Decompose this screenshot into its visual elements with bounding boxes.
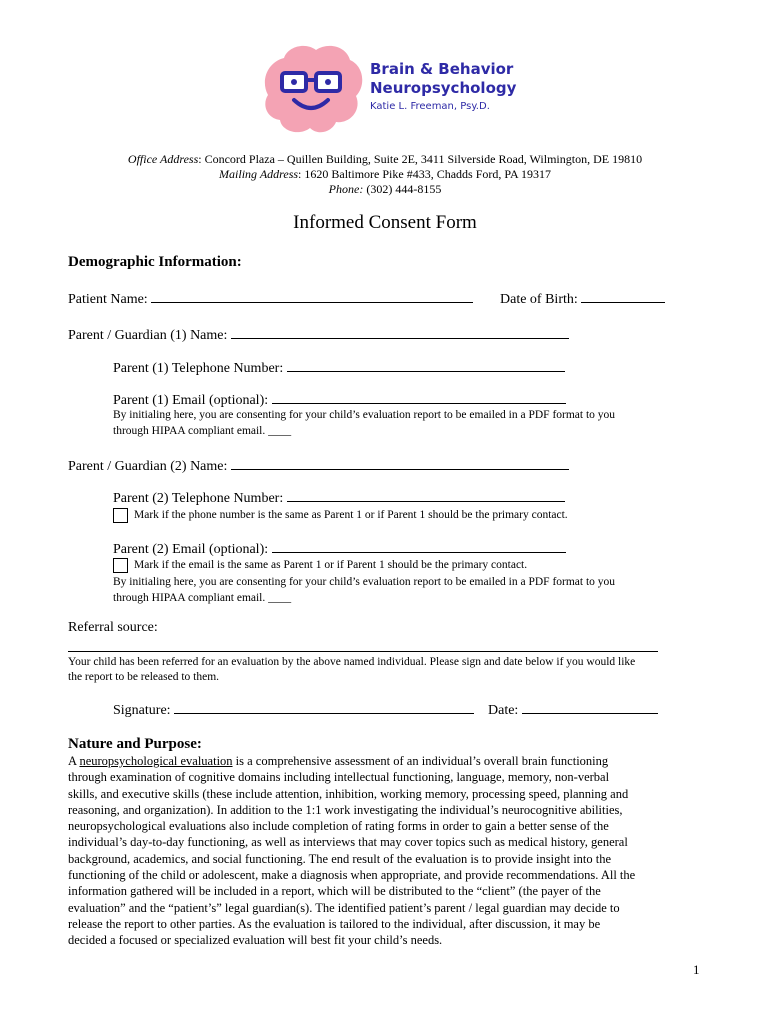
referral-note-line2: the report to be released to them. (68, 671, 220, 683)
nature-line-8: information gathered will be included in a report, which will be distributed to the “client” (the payer of the (68, 884, 601, 899)
logo-line2: Neuropsychology (370, 79, 517, 97)
nature-line-9: evaluation” and the “patient’s” legal guardian(s). The identified patient’s parent / legal guardian may decide to (68, 900, 620, 915)
guardian1-phone-label: Parent (1) Telephone Number: (113, 361, 284, 376)
page-number: 1 (693, 962, 700, 977)
guardian2-phone-row (113, 489, 565, 507)
guardian1-name-label: Parent / Guardian (1) Name: (68, 328, 228, 343)
guardian1-email-label: Parent (1) Email (optional): (113, 393, 269, 408)
nature-line-0: is a comprehensive assessment of an individual’s overall brain functioning (232, 754, 609, 768)
date-field[interactable] (522, 701, 658, 714)
email-same-checkbox[interactable] (113, 558, 128, 573)
guardian1-phone-field[interactable] (287, 359, 565, 372)
consent2-line1: By initialing here, you are consenting for your child’s evaluation report to be emailed in a PDF format to you (113, 576, 616, 588)
nature-line-1: through examination of cognitive domains including intellectual functioning, language, memory, non-verbal (68, 770, 610, 785)
email-same-label: Mark if the email is the same as Parent 1 or if Parent 1 should be the primary contact. (134, 559, 528, 572)
referral-source-field[interactable] (68, 651, 658, 652)
guardian2-name-label: Parent / Guardian (2) Name: (68, 459, 228, 474)
dob-label: Date of Birth: (500, 292, 578, 307)
nature-paragraph (68, 753, 708, 949)
dob-field[interactable] (581, 290, 665, 303)
email-same-row (113, 558, 527, 573)
nature-line-3: reasoning, and organization). In addition to the 1:1 work investigating the individual’s neurocognitive abilities, (68, 802, 623, 817)
nature-line-11: decided a focused or specialized evaluation will best fit your child’s needs. (68, 933, 443, 948)
signature-label: Signature: (113, 703, 171, 718)
consent2-line2: through HIPAA compliant email. ____ (113, 592, 292, 604)
phone-same-row (113, 508, 568, 523)
logo-line3: Katie L. Freeman, Psy.D. (370, 101, 490, 112)
form-title: Informed Consent Form (293, 212, 477, 233)
signature-row (113, 701, 474, 719)
guardian2-name-row (68, 457, 569, 475)
guardian1-name-field[interactable] (231, 326, 569, 339)
brain-logo-icon (258, 40, 368, 140)
demographic-heading: Demographic Information: (68, 254, 242, 270)
referral-note-line1: Your child has been referred for an evaluation by the above named individual. Please sign and date below if you would like (68, 656, 636, 668)
office-address-label: Office Address (127, 152, 199, 166)
office-address-value: : Concord Plaza – Quillen Building, Suite 2E, 3411 Silverside Road, Wilmington, DE 19810 (198, 152, 643, 166)
phone-same-checkbox[interactable] (113, 508, 128, 523)
guardian1-email-field[interactable] (272, 391, 566, 404)
phone-label: Phone: (328, 182, 364, 196)
guardian2-phone-label: Parent (2) Telephone Number: (113, 491, 284, 506)
mailing-address (0, 166, 770, 182)
nature-heading: Nature and Purpose: (68, 736, 202, 752)
guardian2-email-field[interactable] (272, 540, 566, 553)
consent1-line1: By initialing here, you are consenting for your child’s evaluation report to be emailed in a PDF format to you (113, 409, 616, 421)
phone-same-label: Mark if the phone number is the same as Parent 1 or if Parent 1 should be the primary contact. (134, 509, 568, 522)
office-address (0, 151, 770, 167)
guardian2-email-row (113, 540, 566, 558)
guardian1-name-row (68, 326, 569, 344)
phone-value: (302) 444-8155 (363, 182, 442, 196)
date-label: Date: (488, 703, 519, 718)
logo (258, 40, 518, 140)
guardian1-email-row (113, 391, 566, 409)
nature-line-2: skills, and executive skills (these include attention, inhibition, working memory, processing speed, planning and (68, 786, 629, 801)
patient-name-label: Patient Name: (68, 292, 148, 307)
guardian1-phone-row (113, 359, 565, 377)
nature-line-6: background, academics, and social functioning. The end result of the evaluation is to provide insight into the (68, 851, 612, 866)
date-row (488, 701, 658, 719)
guardian2-email-label: Parent (2) Email (optional): (113, 542, 269, 557)
signature-field[interactable] (174, 701, 474, 714)
nature-line-5: individual’s day-to-day functioning, as well as interviews that may cover topics such as medical history, general (68, 835, 628, 850)
mailing-address-label: Mailing Address (219, 167, 299, 181)
patient-name-row (68, 290, 473, 308)
nature-line-7: functioning of the child or adolescent, make a diagnosis when appropriate, and provide recommendations. All the (68, 868, 636, 883)
referral-label: Referral source: (68, 620, 158, 635)
guardian2-name-field[interactable] (231, 457, 569, 470)
logo-line1: Brain & Behavior (370, 60, 514, 78)
guardian2-phone-field[interactable] (287, 489, 565, 502)
nature-line-10: release the report to other parties. As the evaluation is tailored to the individual, after discussion, it may be (68, 916, 601, 931)
consent1-line2: through HIPAA compliant email. ____ (113, 425, 292, 437)
phone (0, 181, 770, 197)
neuropsych-eval-term: neuropsychological evaluation (79, 754, 233, 768)
dob-row (500, 290, 665, 308)
nature-lead: A (68, 754, 80, 768)
mailing-address-value: : 1620 Baltimore Pike #433, Chadds Ford, PA 19317 (298, 167, 551, 181)
nature-line-4: neuropsychological evaluations also include completion of rating forms in order to gain a better sense of the (68, 819, 609, 834)
patient-name-field[interactable] (151, 290, 473, 303)
